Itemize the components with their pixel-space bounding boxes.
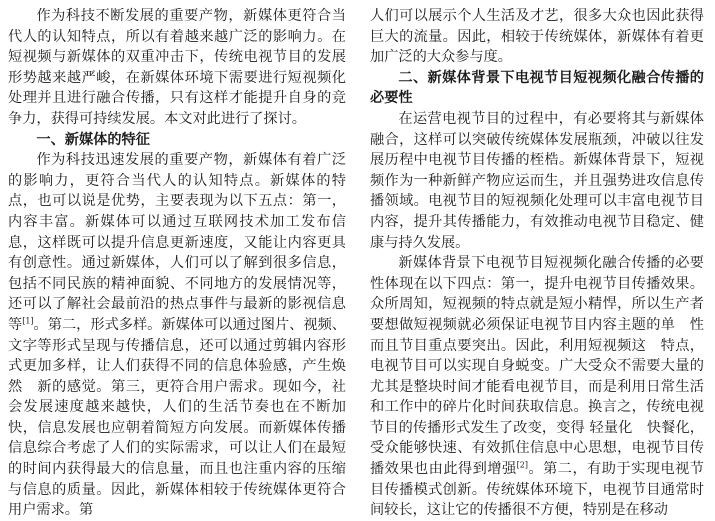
- necessity-text-part-2: 。第二，有助于实现电视节目传播模式创新。传统媒体环境下，电视节目通常时间较长，这让它的传播很不方便，特别是在移动: [370, 461, 704, 519]
- necessity-text-part-1: 新媒体背景下电视节目短视频化融合传播的必要性体现在以下四点：第一，提升电视节目传播效果。众所周知，短视频的特点就是短小精悍，所以生产者要想做短视频就必须保证电视节目内容主题的单 性而且节目重点要突出。因此，利用短视频这 特点，电视节目可以实现自身蜕变。广大受众不需要大量的尤其是整块时间才能看电视节目，而是利用日常生活和工作中的碎片化时间获取信息。换言之，传统电视节目的传播形式发生了改变，变得 轻量化 快餐化，受众能够快速、有效抓住信息中心思想，电视节目传播效果也由此得到增强: [370, 255, 704, 478]
- citation-ref-1: [1]: [22, 316, 34, 326]
- citation-ref-2: [2]: [516, 460, 528, 470]
- body-paragraph-features: [8, 150, 346, 521]
- features-text-part-2: 。第二，形式多样。新媒体可以通过图片、视频、文字等形式呈现与传播信息，还可以通过剪辑内容形式更加多样，让人们获得不同的信息体验感，产生焕然 新的感觉。第三，更符合用户需求。现如今，社会发展速度越来越快，人们的生活节奏也在不断加快，信息发展也应朝着简短方向发展。而新媒体传播信息综合考虑了人们的实际需求，可以让人们在最短的时间内获得最大的信息量，而且也注重内容的压缩与信息的质量。因此，新媒体相较于传统媒体更符合用户需求。第: [8, 316, 346, 519]
- body-paragraph-operation: 在运营电视节目的过程中，有必要将其与新媒体融合，这样可以突破传统媒体发展瓶颈，冲破以往发展历程中电视节目传播的桎梏。新媒体背景下，短视频作为一种新鲜产物应运而生，并且强势进攻信息传播领域。电视节目的短视频化处理可以丰富电视节目内容，提升其传播能力，有效推动电视节目稳定、健康与持久发展。: [370, 110, 704, 251]
- intro-paragraph: 作为科技不断发展的重要产物，新媒体更符合当代人的认知特点，所以有着越来越广泛的影响力。在短视频与新媒体的双重冲击下，传统电视节目的发展形势越来越严峻，在新媒体环境下需要进行短视频化处理并且进行融合传播，只有这样才能提升自身的竞争力，获得可持续发展。本文对此进行了探讨。: [8, 8, 346, 127]
- continued-paragraph: 人们可以展示个人生活及才艺，很多大众也因此获得巨大的流量。因此，相较于传统媒体，新媒体有着更加广泛的大众参与度。: [370, 8, 704, 66]
- section-heading-2: 二、新媒体背景下电视节目短视频化融合传播的必要性: [370, 69, 704, 107]
- body-paragraph-necessity: [370, 253, 704, 521]
- right-column: [370, 6, 704, 521]
- section-heading-1: 一、新媒体的特征: [36, 131, 150, 148]
- features-text-part-1: 作为科技迅速发展的重要产物，新媒体有着广泛的影响力，更符合当代人的认知特点。新媒体的特点，也可以说是优势，主要表现为以下五点：第一，内容丰富。新媒体可以通过互联网技术加工发布信息，这样既可以提升信息更新速度，又能让内容更具有创意性。通过新媒体，人们可以了解到很多信息，包括不同民族的精神面貌、不同地方的发展情况等，还可以了解社会最前沿的热点事件与最新的影视信息等: [8, 152, 346, 333]
- left-column: [8, 6, 346, 521]
